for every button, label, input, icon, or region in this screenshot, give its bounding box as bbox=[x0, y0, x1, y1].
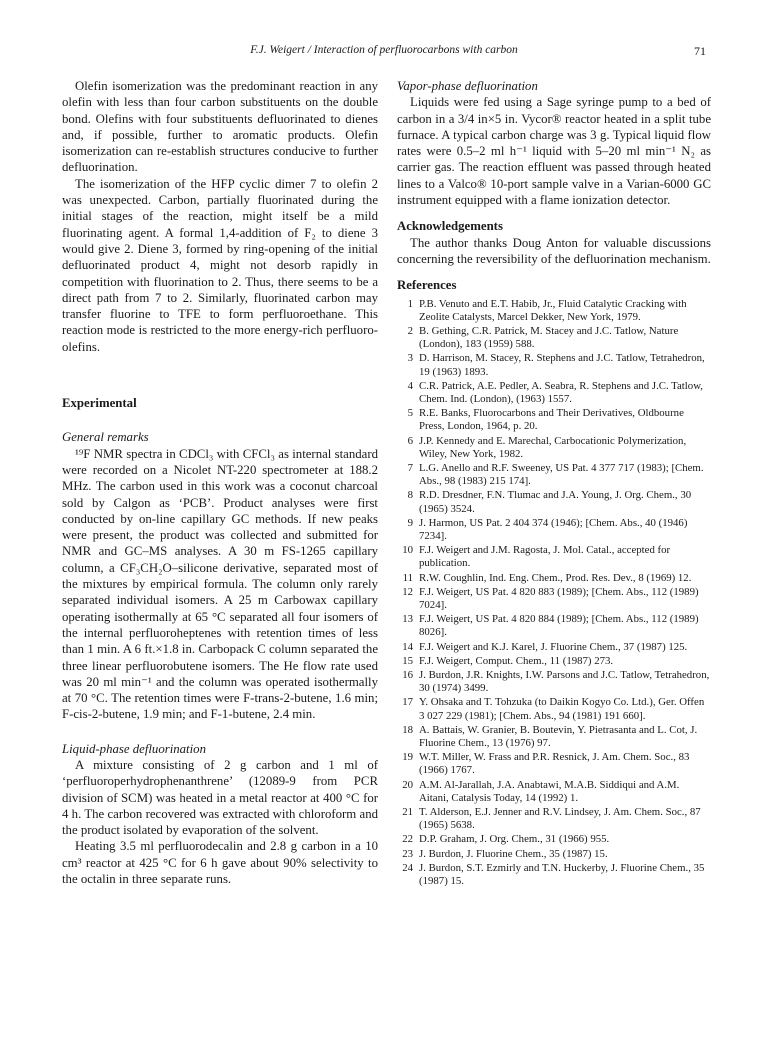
reference-text: D. Harrison, M. Stacey, R. Stephens and J.C. Tatlow, Tetrahedron, 19 (1963) 1893. bbox=[419, 352, 705, 378]
reference-number: 24 bbox=[402, 861, 413, 874]
page-number: 71 bbox=[694, 44, 706, 58]
reference-text: F.J. Weigert, Comput. Chem., 11 (1987) 273. bbox=[419, 654, 614, 667]
reference-item bbox=[397, 586, 711, 612]
paragraph-acknowledgements: The author thanks Doug Anton for valuable discussions concerning the reversibility of the defluorination mechanism. bbox=[397, 235, 711, 266]
paragraph-hfp-dimer: The isomerization of the HFP cyclic dimer 7 to olefin 2 was unexpected. Carbon, partially fluorinated during the initial stages of the reaction, might itself be a mild fluorinating agent. A formal 1,4-addition of F₂ to diene 3 would give 2. Diene 3, formed by ring-opening of the initial defluorinated product 4, might not desorb rapidly in competition with fluorination to 2. Thus, there seems to be a direct path from 7 to 2. Similarly, fluorinated carbon may transfer fluorine to TFE to form perfluoroethane. This reaction mode is restricted to the more energy-rich perfluoro-olefins. bbox=[62, 176, 378, 354]
reference-text: Y. Ohsaka and T. Tohzuka (to Daikin Kogyo Co. Ltd.), Ger. Offen 3 027 229 (1981); [Chem. Abs., 94 (1981) 191 660]. bbox=[419, 696, 705, 722]
reference-text: J. Harmon, US Pat. 2 404 374 (1946); [Chem. Abs., 40 (1946) 7234]. bbox=[419, 516, 688, 543]
reference-item bbox=[397, 544, 711, 570]
reference-number: 13 bbox=[402, 613, 413, 626]
reference-number: 4 bbox=[407, 379, 413, 392]
reference-text: F.J. Weigert and K.J. Karel, J. Fluorine Chem., 37 (1987) 125. bbox=[419, 640, 688, 653]
reference-text: J. Burdon, J.R. Knights, I.W. Parsons and J.C. Tatlow, Tetrahedron, 30 (1974) 3499. bbox=[419, 669, 710, 695]
reference-number: 1 bbox=[407, 297, 413, 310]
reference-number: 21 bbox=[402, 806, 413, 819]
reference-list bbox=[397, 298, 711, 889]
reference-number: 8 bbox=[407, 489, 413, 502]
reference-item bbox=[397, 655, 711, 668]
reference-item bbox=[397, 806, 711, 832]
reference-item bbox=[397, 613, 711, 639]
reference-item bbox=[397, 862, 711, 888]
reference-text: F.J. Weigert and J.M. Ragosta, J. Mol. Catal., accepted for publication. bbox=[419, 544, 671, 570]
paragraph-olefin-isomerization: Olefin isomerization was the predominant reaction in any olefin with less than four carbon substituents on the double bond. Olefins with four substituents defluorinated to dienes and, if possible, further to aromatic products. Olefin isomerization can re-establish structures conducive to further defluorination. bbox=[62, 79, 378, 175]
reference-number: 17 bbox=[402, 696, 413, 709]
experimental-heading: Experimental bbox=[62, 396, 137, 411]
reference-item bbox=[397, 669, 711, 695]
reference-item bbox=[397, 462, 711, 488]
reference-text: F.J. Weigert, US Pat. 4 820 884 (1989); [Chem. Abs., 112 (1989) 8026]. bbox=[419, 613, 699, 639]
paragraph-perfluorodecalin: Heating 3.5 ml perfluorodecalin and 2.8 g carbon in a 10 cm³ reactor at 425 °C for 6 h gave about 90% selectivity to the octalin in three separate runs. bbox=[62, 839, 378, 887]
reference-number: 6 bbox=[407, 434, 413, 447]
reference-item bbox=[397, 751, 711, 777]
reference-item bbox=[397, 572, 711, 585]
reference-number: 9 bbox=[407, 516, 413, 529]
reference-text: R.D. Dresdner, F.N. Tlumac and J.A. Young, J. Org. Chem., 30 (1965) 3524. bbox=[419, 489, 692, 515]
reference-item bbox=[397, 833, 711, 846]
reference-number: 3 bbox=[407, 352, 413, 365]
reference-text: J. Burdon, S.T. Ezmirly and T.N. Huckerby, J. Fluorine Chem., 35 (1987) 15. bbox=[419, 861, 705, 888]
general-remarks-heading: General remarks bbox=[62, 430, 149, 445]
reference-number: 20 bbox=[402, 778, 413, 791]
acknowledgements-heading: Acknowledgements bbox=[397, 219, 503, 234]
reference-item bbox=[397, 641, 711, 654]
liquid-phase-heading: Liquid-phase defluorination bbox=[62, 741, 206, 756]
vapor-phase-heading: Vapor-phase defluorination bbox=[397, 79, 538, 93]
reference-text: R.E. Banks, Fluorocarbons and Their Derivatives, Oldbourne Press, London, 1964, p. 20. bbox=[419, 407, 684, 433]
reference-item bbox=[397, 407, 711, 433]
left-column bbox=[62, 78, 378, 887]
reference-text: C.R. Patrick, A.E. Pedler, A. Seabra, R. Stephens and J.C. Tatlow, Chem. Ind. (London), (1963) 1557. bbox=[419, 379, 704, 405]
reference-item bbox=[397, 435, 711, 461]
reference-item bbox=[397, 848, 711, 861]
reference-number: 22 bbox=[402, 833, 413, 846]
reference-text: R.W. Coughlin, Ind. Eng. Chem., Prod. Res. Dev., 8 (1969) 12. bbox=[419, 571, 692, 584]
reference-text: T. Alderson, E.J. Jenner and R.V. Lindsey, J. Am. Chem. Soc., 87 (1965) 5638. bbox=[419, 806, 701, 832]
running-head: F.J. Weigert / Interaction of perfluorocarbons with carbon bbox=[250, 44, 518, 56]
reference-text: D.P. Graham, J. Org. Chem., 31 (1966) 955. bbox=[419, 833, 610, 846]
right-column bbox=[397, 78, 711, 889]
reference-number: 5 bbox=[407, 407, 413, 420]
references-heading: References bbox=[397, 278, 457, 293]
reference-number: 19 bbox=[402, 751, 413, 764]
reference-number: 10 bbox=[402, 544, 413, 557]
page-header bbox=[62, 44, 706, 62]
reference-text: A.M. Al-Jarallah, J.A. Anabtawi, M.A.B. Siddiqui and A.M. Aitani, Catalysis Today, 14 (1992) 1. bbox=[419, 778, 680, 804]
reference-text: F.J. Weigert, US Pat. 4 820 883 (1989); [Chem. Abs., 112 (1989) 7024]. bbox=[419, 585, 699, 612]
reference-number: 14 bbox=[402, 640, 413, 653]
reference-number: 7 bbox=[407, 462, 413, 474]
reference-text: A. Battais, W. Granier, B. Boutevin, Y. Pietrasanta and L. Cot, J. Fluorine Chem., 13 (1976) 97. bbox=[419, 723, 698, 750]
reference-item bbox=[397, 517, 711, 543]
reference-item bbox=[397, 779, 711, 805]
reference-number: 11 bbox=[402, 571, 413, 584]
reference-number: 18 bbox=[402, 723, 413, 736]
reference-item bbox=[397, 380, 711, 406]
paragraph-general-remarks: ¹⁹F NMR spectra in CDCl₃ with CFCl₃ as internal standard were recorded on a Nicolet NT-220 spectrometer at 188.2 MHz. The carbon used in this work was a coconut charcoal sold by Calgon as ‘PCB’. Product analyses were first conducted by on-line capillary GC methods. If new peaks were present, the product was collected and submitted for NMR and GC–MS analyses. A 30 m FS-1265 capillary column, a CF₃CH₂O–silicone derivative, separated most of the mixtures by empirical formula. The column only rarely separated individual isomers. A 25 m Carbowax capillary operating isothermally at 65 °C separated all four isomers of the internal perfluoroheptenes with retention times of less than 1 min. A 6 ft.×1.8 in. Carbopack C column separated the three linear perfluorobutene isomers. The He flow rate used was 20 ml min⁻¹ and the column was operated isothermally at 70 °C. The retention times were F-trans-2-butene, 1.6 min; F-cis-2-butene, 1.9 min; and F-1-butene, 2.4 min. bbox=[62, 446, 378, 722]
reference-item bbox=[397, 325, 711, 351]
reference-text: W.T. Miller, W. Frass and P.R. Resnick, J. Am. Chem. Soc., 83 (1966) 1767. bbox=[419, 751, 690, 777]
paragraph-liquid-phase: A mixture consisting of 2 g carbon and 1 ml of ‘perfluoroperhydrophenanthrene’ (12089-9 from PCR division of SCM) was heated in a metal reactor at 400 °C for 4 h. The carbon recovered was extracted with chloroform and the product isolated by evaporation of the solvent. bbox=[62, 757, 378, 838]
reference-text: P.B. Venuto and E.T. Habib, Jr., Fluid Catalytic Cracking with Zeolite Catalysts, Marcel Dekker, New York, 1979. bbox=[419, 297, 687, 323]
reference-number: 2 bbox=[407, 324, 413, 337]
reference-number: 16 bbox=[402, 669, 413, 682]
reference-item bbox=[397, 298, 711, 324]
reference-item bbox=[397, 352, 711, 378]
reference-text: L.G. Anello and R.F. Sweeney, US Pat. 4 377 717 (1983); [Chem. Abs., 98 (1983) 215 174]. bbox=[419, 462, 704, 488]
reference-item bbox=[397, 724, 711, 750]
reference-number: 23 bbox=[402, 847, 413, 860]
reference-number: 15 bbox=[402, 654, 413, 667]
reference-number: 12 bbox=[402, 585, 413, 598]
reference-text: J.P. Kennedy and E. Marechal, Carbocationic Polymerization, Wiley, New York, 1982. bbox=[419, 434, 687, 460]
paragraph-vapor-phase: Liquids were fed using a Sage syringe pump to a bed of carbon in a 3/4 in×5 in. Vycor® reactor heated in a split tube furnace. A typical carbon charge was 3 g. Typical liquid flow rates were 0.5–2 ml h⁻¹ liquid with 5–20 ml min⁻¹ N₂ as carrier gas. The reaction effluent was passed through heated lines to a Valco® 10-port sample valve in a Varian-6000 GC instrument equipped with a flame ionization detector. bbox=[397, 95, 711, 208]
reference-text: B. Gething, C.R. Patrick, M. Stacey and J.C. Tatlow, Nature (London), 183 (1959) 588. bbox=[419, 324, 679, 351]
reference-text: J. Burdon, J. Fluorine Chem., 35 (1987) 15. bbox=[419, 847, 608, 860]
reference-item bbox=[397, 489, 711, 515]
reference-item bbox=[397, 696, 711, 722]
